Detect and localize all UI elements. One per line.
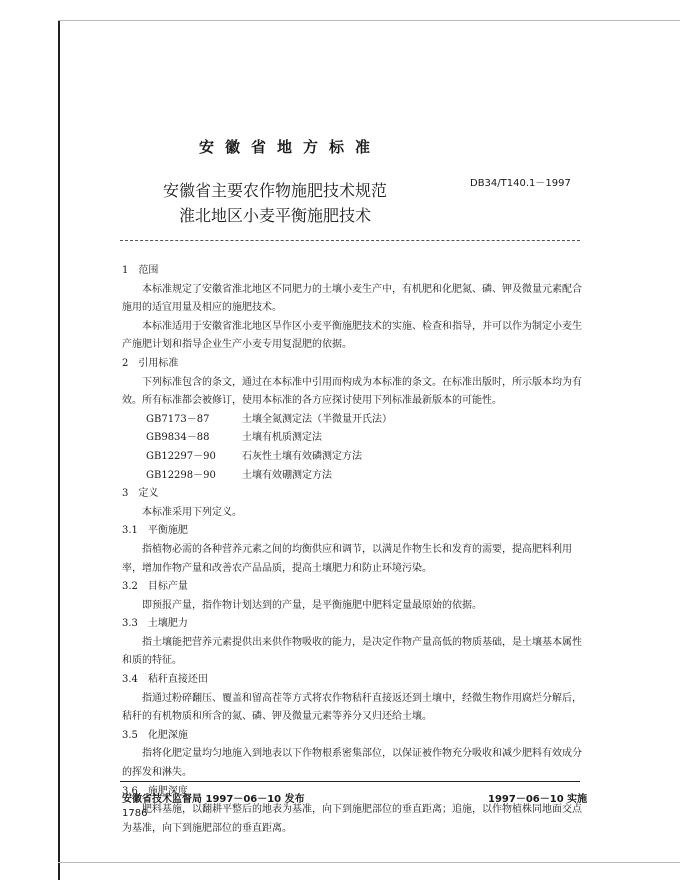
document-subtitle: 淮北地区小麦平衡施肥技术 [178, 206, 371, 225]
paragraph: 指土壤能把营养元素提供出来供作物吸收的能力，是决定作物产量高低的物质基础，是土壤基本属性和质的特征。 [122, 636, 582, 667]
subsection-heading: 3.3 土壤肥力 [122, 618, 188, 630]
reference-row [122, 448, 582, 467]
standard-number: DB34/T140.1－1997 [470, 178, 571, 189]
issue-date: 安徽省技术监督局 1997－06－10 发布 [122, 794, 305, 805]
reference-row [122, 467, 582, 486]
subsection-heading: 3.4 秸秆直接还田 [122, 674, 208, 686]
reference-name: 土壤全氮测定法（半微量开氏法） [242, 413, 392, 425]
reference-name: 土壤有效硼测定方法 [242, 469, 332, 481]
title-divider [120, 240, 580, 241]
reference-code: GB12297－90 [146, 450, 216, 462]
section-heading-scope: 1 范围 [122, 265, 159, 276]
paragraph: 即预报产量，指作物计划达到的产量，是平衡施肥中肥料定量最原始的依据。 [142, 599, 482, 611]
section-heading-references: 2 引用标准 [122, 357, 179, 369]
reference-name: 土壤有机质测定法 [242, 432, 322, 444]
subsection-heading: 3.5 化肥深施 [122, 729, 188, 741]
paragraph: 下列标准包含的条文，通过在本标准中引用而构成为本标准的条文。在标准出版时，所示版本均为有效。所有标准都会被修订，使用本标准的各方应探讨使用下列标准最新版本的可能性。 [122, 376, 582, 407]
document-title: 安徽省主要农作物施肥技术规范 [162, 181, 387, 200]
paragraph: 本标准采用下列定义。 [142, 506, 242, 518]
section-heading-definitions: 3 定义 [122, 488, 159, 500]
reference-name: 石灰性土壤有效磷测定方法 [242, 450, 362, 462]
subsection-heading: 3.2 目标产量 [122, 581, 188, 593]
reference-code: GB12298－90 [146, 469, 216, 481]
paragraph: 指将化肥定量均匀地施入到地表以下作物根系密集部位，以保证被作物充分吸收和减少肥料有效成分的挥发和淋失。 [122, 748, 582, 779]
page-edge-left [58, 20, 60, 880]
reference-row [122, 411, 582, 430]
page-edge-bottom [58, 862, 680, 863]
paragraph: 本标准规定了安徽省淮北地区不同肥力的土壤小麦生产中，有机肥和化肥氮、磷、钾及微量元素配合施用的适宜用量及相应的施肥技术。 [122, 283, 582, 314]
footer-divider [120, 781, 580, 782]
subsection-heading: 3.1 平衡施肥 [122, 525, 188, 537]
paragraph: 指通过粉碎翻压、覆盖和留高茬等方式将农作物秸秆直接返还到土壤中，经微生物作用腐烂分解后，秸秆的有机物质和所含的氮、磷、钾及微量元素等养分又归还给土壤。 [122, 692, 582, 723]
document-body [122, 262, 582, 838]
implementation-date: 1997－06－10 实施 [488, 794, 588, 805]
reference-code: GB7173－87 [146, 413, 210, 425]
reference-code: GB9834－88 [146, 432, 210, 444]
paragraph: 本标准适用于安徽省淮北地区旱作区小麦平衡施肥技术的实施、检查和指导，并可以作为制定小麦生产施肥计划和指导企业生产小麦专用复混肥的依据。 [122, 320, 582, 351]
subsection-heading: 3.6 施肥深度 [122, 785, 188, 797]
paragraph: 肥料基施，以翻耕平整后的地表为基准，向下到施肥部位的垂直距离；追施，以作物植株同地面交点为基准，向下到施肥部位的垂直距离。 [122, 804, 582, 834]
reference-row [122, 429, 582, 448]
paragraph: 指植物必需的各种营养元素之间的均衡供应和调节，以满足作物生长和发育的需要，提高肥料利用率，增加作物产量和改善农产品品质，提高土壤肥力和防止环境污染。 [122, 543, 572, 574]
issuing-organization: 安徽省地方标准 [198, 138, 381, 156]
page-number: 1786 [122, 808, 148, 819]
page-edge-top [58, 20, 680, 21]
